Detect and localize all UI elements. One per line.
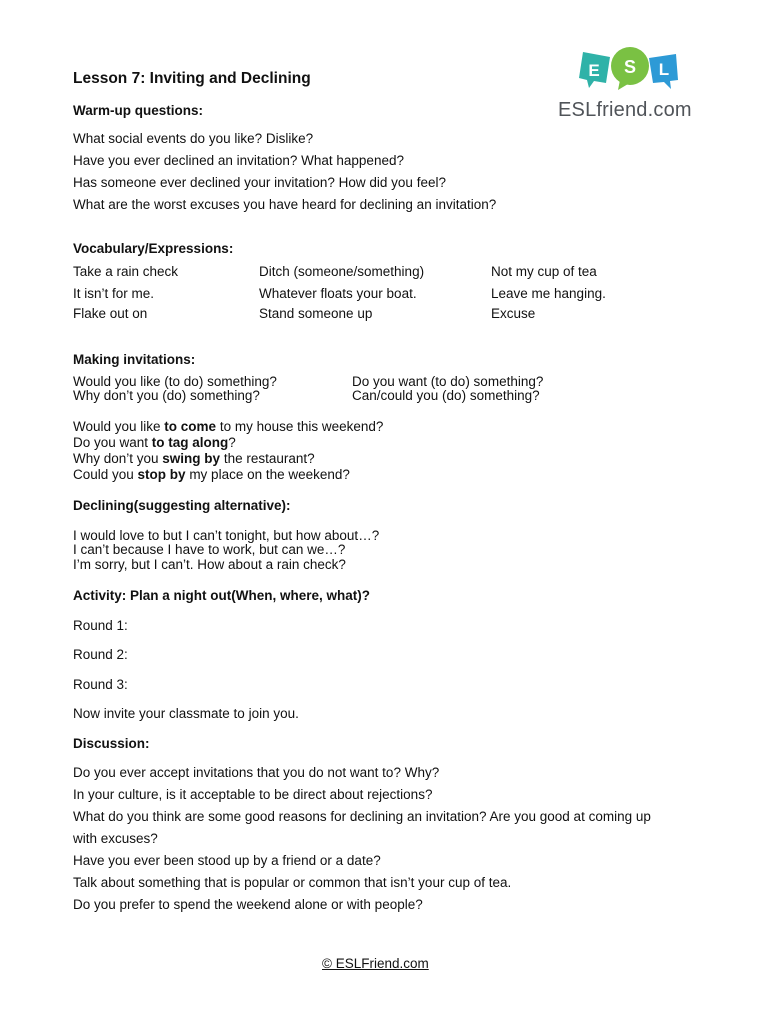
- invitations-heading: Making invitations:: [73, 352, 196, 367]
- activity-heading: Activity: Plan a night out(When, where, what)?: [73, 588, 371, 603]
- lesson-title: Lesson 7: Inviting and Declining: [73, 70, 311, 87]
- discussion-question: with excuses?: [73, 831, 158, 846]
- invitation-pattern: Why don’t you (do) something?: [73, 388, 260, 403]
- vocab-item: Stand someone up: [259, 306, 373, 321]
- warmup-question: What social events do you like? Dislike?: [73, 131, 314, 146]
- activity-round: Round 3:: [73, 677, 128, 692]
- svg-text:S: S: [623, 57, 637, 77]
- vocab-item: Flake out on: [73, 306, 148, 321]
- declining-line: I’m sorry, but I can’t. How about a rain check?: [73, 557, 346, 572]
- invitation-pattern: Would you like (to do) something?: [73, 374, 277, 389]
- eslfriend-logo: [556, 44, 706, 124]
- invitation-example: Why don’t you swing by the restaurant?: [73, 451, 315, 466]
- invitation-example: Would you like to come to my house this weekend?: [73, 419, 384, 434]
- logo-site-name: ESLfriend.com: [558, 99, 692, 121]
- activity-round: Round 1:: [73, 618, 128, 633]
- invitation-pattern: Do you want (to do) something?: [352, 374, 544, 389]
- svg-text:E: E: [588, 61, 600, 80]
- vocab-heading: Vocabulary/Expressions:: [73, 241, 234, 256]
- declining-heading: Declining(suggesting alternative):: [73, 498, 291, 513]
- discussion-question: Do you ever accept invitations that you do not want to? Why?: [73, 765, 440, 780]
- footer-copyright-link[interactable]: © ESLFriend.com: [322, 956, 429, 971]
- warmup-heading: Warm-up questions:: [73, 103, 203, 118]
- invitation-example: Could you stop by my place on the weekend?: [73, 467, 350, 482]
- discussion-question: In your culture, is it acceptable to be direct about rejections?: [73, 787, 433, 802]
- vocab-item: Take a rain check: [73, 264, 179, 279]
- discussion-question: What do you think are some good reasons for declining an invitation? Are you good at coming up: [73, 809, 651, 824]
- vocab-item: It isn’t for me.: [73, 286, 155, 301]
- vocab-item: Whatever floats your boat.: [259, 286, 417, 301]
- discussion-question: Talk about something that is popular or common that isn’t your cup of tea.: [73, 875, 512, 890]
- vocab-item: Ditch (someone/something): [259, 264, 425, 279]
- vocab-item: Leave me hanging.: [491, 286, 606, 301]
- vocab-item: Excuse: [491, 306, 536, 321]
- warmup-question: What are the worst excuses you have heard for declining an invitation?: [73, 197, 497, 212]
- warmup-question: Has someone ever declined your invitation? How did you feel?: [73, 175, 446, 190]
- invitation-pattern: Can/could you (do) something?: [352, 388, 540, 403]
- discussion-question: Have you ever been stood up by a friend or a date?: [73, 853, 381, 868]
- declining-line: I can’t because I have to work, but can we…?: [73, 542, 346, 557]
- vocab-item: Not my cup of tea: [491, 264, 597, 279]
- declining-line: I would love to but I can’t tonight, but how about…?: [73, 528, 380, 543]
- invitation-example: Do you want to tag along?: [73, 435, 236, 450]
- esl-bubbles-icon: [556, 44, 706, 96]
- discussion-question: Do you prefer to spend the weekend alone or with people?: [73, 897, 423, 912]
- activity-closing: Now invite your classmate to join you.: [73, 706, 299, 721]
- discussion-heading: Discussion:: [73, 736, 150, 751]
- activity-round: Round 2:: [73, 647, 128, 662]
- warmup-question: Have you ever declined an invitation? What happened?: [73, 153, 404, 168]
- svg-text:L: L: [658, 60, 670, 79]
